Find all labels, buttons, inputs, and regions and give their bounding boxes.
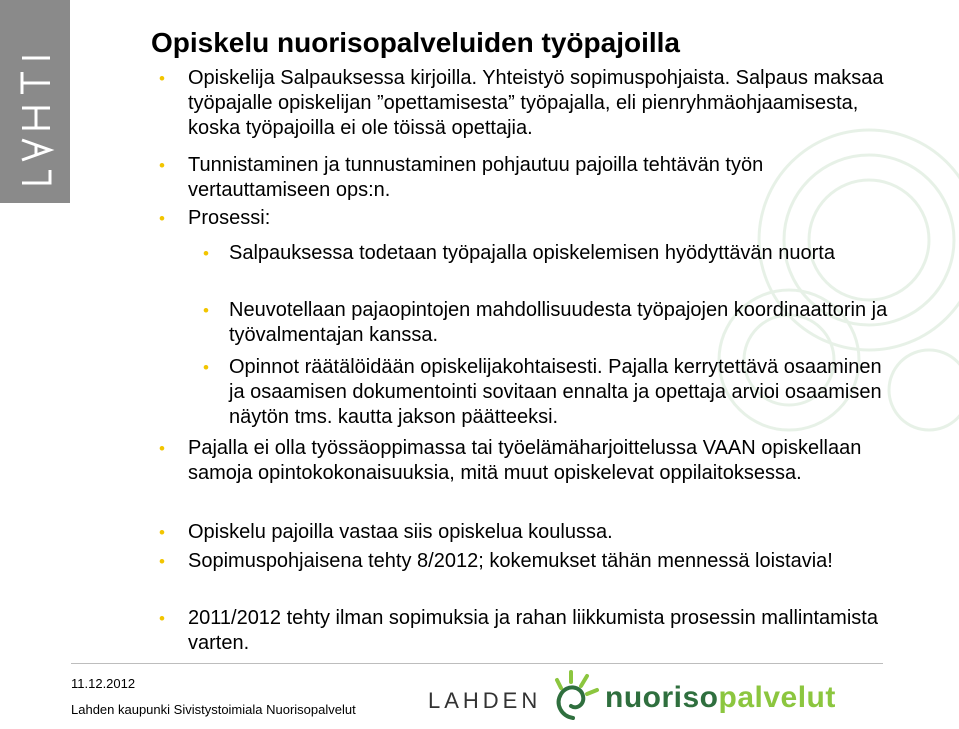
bullet-text: Opiskelu pajoilla vastaa siis opiskelua koulussa. bbox=[188, 521, 613, 543]
bullet-item bbox=[159, 206, 888, 231]
bullet-text: Salpauksessa todetaan työpajalla opiskelemisen hyödyttävän nuorta bbox=[229, 242, 835, 264]
bullet-icon: • bbox=[203, 244, 209, 263]
bullet-icon: • bbox=[203, 301, 209, 320]
bullet-text: Tunnistaminen ja tunnustaminen pohjautuu pajoilla tehtävän työn vertauttamiseen ops:n. bbox=[188, 154, 764, 201]
bullet-item bbox=[159, 153, 888, 203]
bullet-icon: • bbox=[159, 209, 165, 228]
bullet-text: Prosessi: bbox=[188, 207, 271, 229]
bullet-icon: • bbox=[159, 609, 165, 628]
nuorisopalvelut-logo bbox=[425, 668, 895, 726]
logo-text-nuoriso: nuoriso bbox=[605, 681, 719, 714]
bullet-text: Pajalla ei olla työssäoppimassa tai työelämäharjoittelussa VAAN opiskellaan samoja opintokokonaisuuksia, mitä muut opiskelevat oppilaitoksessa. bbox=[188, 437, 862, 484]
sub-bullet-item bbox=[203, 298, 889, 348]
logo-text-palvelut: palvelut bbox=[718, 681, 836, 714]
bullet-icon: • bbox=[159, 69, 165, 88]
bullet-text: Opiskelija Salpauksessa kirjoilla. Yhteistyö sopimuspohjaista. Salpaus maksaa työpajalle opiskelijan ”opettamisesta” työpajalla, eli pienryhmäohjaamisesta, koska työpajoilla ei ole töissä opettajia. bbox=[188, 67, 884, 139]
leaf-spiral-icon bbox=[543, 668, 603, 724]
footer-divider bbox=[71, 663, 883, 664]
bullet-icon: • bbox=[203, 358, 209, 377]
bullet-text: 2011/2012 tehty ilman sopimuksia ja rahan liikkumista prosessin mallintamista varten. bbox=[188, 607, 878, 654]
bullet-text: Sopimuspohjaisena tehty 8/2012; kokemukset tähän mennessä loistavia! bbox=[188, 550, 833, 572]
sub-bullet-item bbox=[203, 241, 889, 266]
bullet-icon: • bbox=[159, 156, 165, 175]
logo-text-lahden: LAHDEN bbox=[428, 688, 542, 713]
bullet-item bbox=[159, 606, 888, 656]
slide-title: Opiskelu nuorisopalveluiden työpajoilla bbox=[151, 27, 680, 58]
bullet-icon: • bbox=[159, 439, 165, 458]
bullet-item bbox=[159, 549, 888, 574]
footer-organization: Lahden kaupunki Sivistystoimiala Nuorisopalvelut bbox=[71, 702, 356, 717]
sub-bullet-item bbox=[203, 355, 889, 430]
bullet-item bbox=[159, 66, 888, 141]
bullet-icon: • bbox=[159, 523, 165, 542]
footer-date: 11.12.2012 bbox=[71, 676, 136, 691]
bullet-item bbox=[159, 436, 888, 486]
bullet-text: Opinnot räätälöidään opiskelijakohtaisesti. Pajalla kerrytettävä osaaminen ja osaamisen dokumentointi sovitaan ennalta ja opettaja arvioi osaamisen näytön tms. kautta jakson päätteeksi. bbox=[229, 356, 882, 428]
logo-text-nuorisopalvelut bbox=[605, 681, 836, 715]
bullet-icon: • bbox=[159, 552, 165, 571]
bullet-text: Neuvotellaan pajaopintojen mahdollisuudesta työpajojen koordinaattorin ja työvalmentajan kanssa. bbox=[229, 299, 888, 346]
bullet-item bbox=[159, 520, 888, 545]
